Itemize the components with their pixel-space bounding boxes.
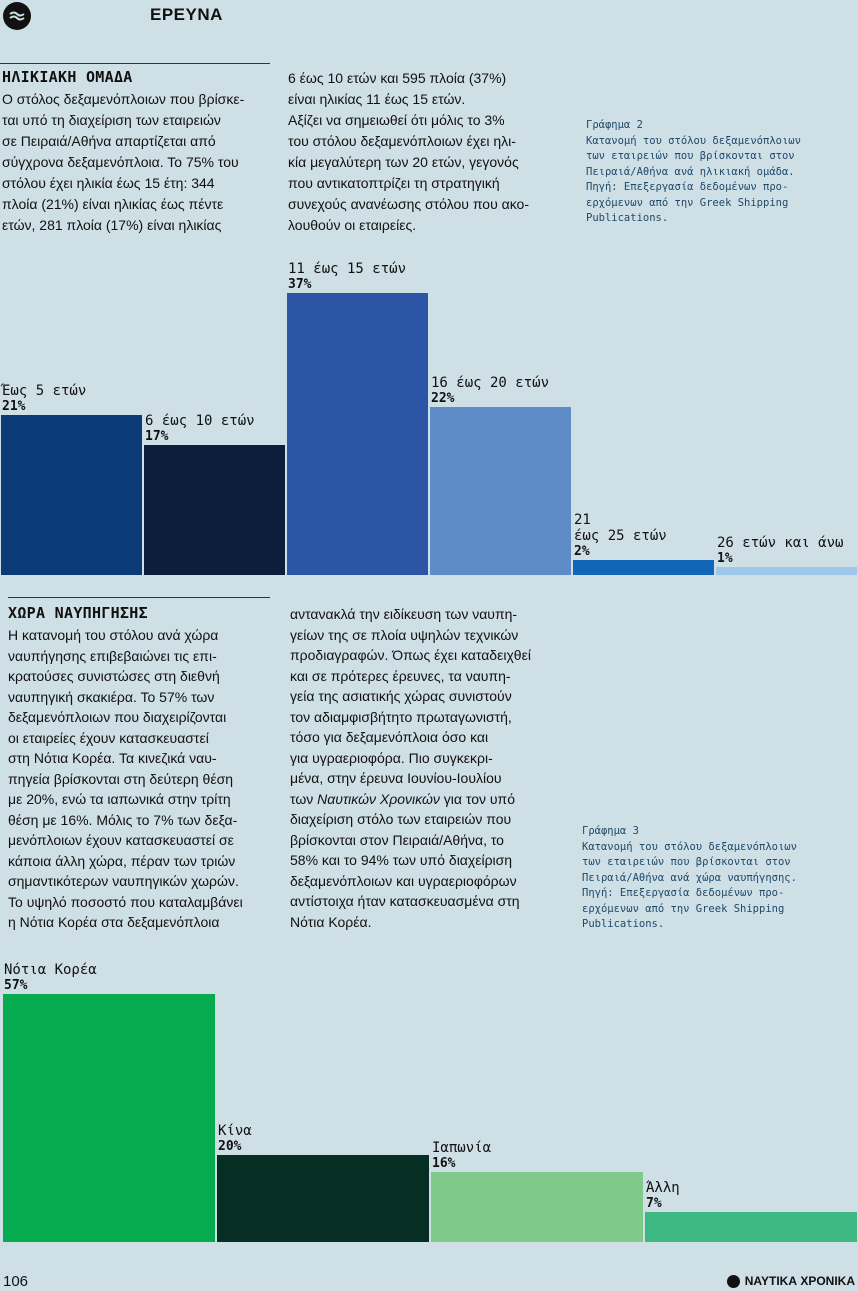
bar-0 [3,994,215,1242]
bar-category-label: 6 έως 10 ετών [145,413,255,430]
bar-category-label: Νότια Κορέα [4,962,97,978]
bar-category-label: Έως 5 ετών [2,382,87,399]
magazine-name: Ναυτικών Χρονικών [317,790,440,807]
bar-1 [144,445,285,575]
chart2-caption: Γράφημα 2 Κατανομή του στόλου δεξαμενόπλοιων των εταιρειών που βρίσκονται στον Πειραιά/Αθήνα ανά ηλικιακή ομάδα. Πηγή: Επεξεργασία δεδομένων προ- ερχόμενων από την Greek Shipping Publications. [586,119,801,224]
bar-2 [431,1172,643,1242]
bar-value-label: 37% [288,277,312,292]
bar-value-label: 1% [717,551,733,566]
footer-brand [727,1274,855,1288]
section-rule [8,597,270,598]
brand-logo-icon [727,1275,740,1288]
age-chart [0,240,858,575]
bar-0 [1,415,142,575]
chart3-caption: Γράφημα 3 Κατανομή του στόλου δεξαμενόπλοιων των εταιρειών που βρίσκονται στον Πειραιά/Αθήνα ανά χώρα ναυπήγησης. Πηγή: Επεξεργασία δεδομένων προ- ερχόμενων από την Greek Shipping Publications. [582,825,797,930]
bar-3 [645,1212,857,1242]
bar-category-label: 26 ετών και άνω [717,535,844,551]
bar-value-label: 21% [2,398,26,414]
section-rule [0,63,270,64]
bar-2 [287,293,428,575]
bar-1 [217,1155,429,1242]
age-text-col1: Ο στόλος δεξαμενόπλοιων που βρίσκε- ται υπό τη διαχείριση των εταιρειών σε Πειραιά/Αθήνα απαρτίζεται από σύγχρονα δεξαμενόπλοια. Το 75% του στόλου έχει ηλικία έως 15 έτη: 344 πλοία (21%) είναι ηλικίας έως πέντε ετών, 281 πλοία (17%) είναι ηλικίας [2,91,245,233]
bar-value-label: 17% [145,429,169,445]
bar-category-label: 16 έως 20 ετών [431,375,550,392]
shipyard-text-col1: Η κατανομή του στόλου ανά χώρα ναυπήγησης επιβεβαιώνει τις επι- κρατούσες συνιστώσες στη διεθνή ναυπηγική σκακιέρα. Το 57% των δεξαμενόπλοιων που διαχειρίζονται οι εταιρείες έχουν κατασκευαστεί στη Νότια Κορέα. Τα κινεζικά ναυ- πηγεία βρίσκονται στη δεύτερη θέση με 20%, ενώ τα ιαπωνικά στην τρίτη θέση με 16%. Μόλις το 7% των δεξα- μενόπλοιων έχουν κατασκευαστεί σε κάποια άλλη χώρα, πέραν των τριών σημαντικότερων ναυπηγικών χωρών. Το υψηλό ποσοστό που καταλαμβάνει η Νότια Κορέα στα δεξαμενόπλοια [8,627,243,930]
age-heading: ΗΛΙΚΙΑΚΗ ΟΜΑΔΑ [2,68,133,86]
section-label: ΕΡΕΥΝΑ [150,5,223,24]
brand-name: ΝΑΥΤΙΚΑ ΧΡΟΝΙΚΑ [744,1274,855,1288]
bar-4 [573,560,714,575]
bar-category-label: 11 έως 15 ετών [288,261,407,277]
bar-value-label: 22% [431,391,455,407]
shipyard-text-col2-b: για τον υπό διαχείριση στόλο των εταιρειών που βρίσκονται στον Πειραιά/Αθήνα, το 58% και το 94% των υπό διαχείριση δεξαμενόπλοιων και υγραεριοφόρων αντίστοιχα ήταν κατασκευασμένα στη Νότια Κορέα. [290,790,520,930]
page-number: 106 [3,1273,29,1290]
shipyard-text-col2-a: αντανακλά την ειδίκευση των ναυπη- γείων της σε πλοία υψηλών τεχνικών προδιαγραφών. Όπως έχει καταδειχθεί και σε πρότερες έρευνες, τα ναυπη- γεία της ασιατικής χώρας συνιστούν τον αδιαμφισβήτητο πρωταγωνιστή, τόσο για δεξαμενόπλοια όσο και για υγραεριοφόρα. Πιο συγκεκρι- μένα, στην έρευνα Ιουνίου-Ιουλίου των [290,606,531,807]
shipyard-text-col2 [290,604,565,932]
bar-5 [716,567,857,575]
shipyard-heading: ΧΩΡΑ ΝΑΥΠΗΓΗΣΗΣ [8,604,148,622]
age-text-col2: 6 έως 10 ετών και 595 πλοία (37%) είναι ηλικίας 11 έως 15 ετών. Αξίζει να σημειωθεί ότι μόλις το 3% του στόλου δεξαμενόπλοιων έχει ηλι- κία μεγαλύτερη των 20 ετών, γεγονός που αντικατοπτρίζει τη στρατηγική συνεχούς ανανέωσης στόλου που ακο- λουθούν οι εταιρείες. [288,70,529,233]
bar-value-label: 16% [432,1156,456,1172]
bar-category-label: 21 έως 25 ετών [574,511,667,544]
bar-value-label: 20% [218,1138,242,1154]
bar-value-label: 7% [646,1195,662,1211]
bar-category-label: Κίνα [218,1122,252,1139]
bar-value-label: 57% [4,978,28,993]
bar-3 [430,407,571,575]
bar-category-label: Άλλη [646,1179,680,1196]
bar-category-label: Ιαπωνία [432,1140,492,1157]
bar-value-label: 2% [574,543,590,559]
wave-logo-icon [3,2,31,30]
shipyard-chart [0,950,858,1242]
